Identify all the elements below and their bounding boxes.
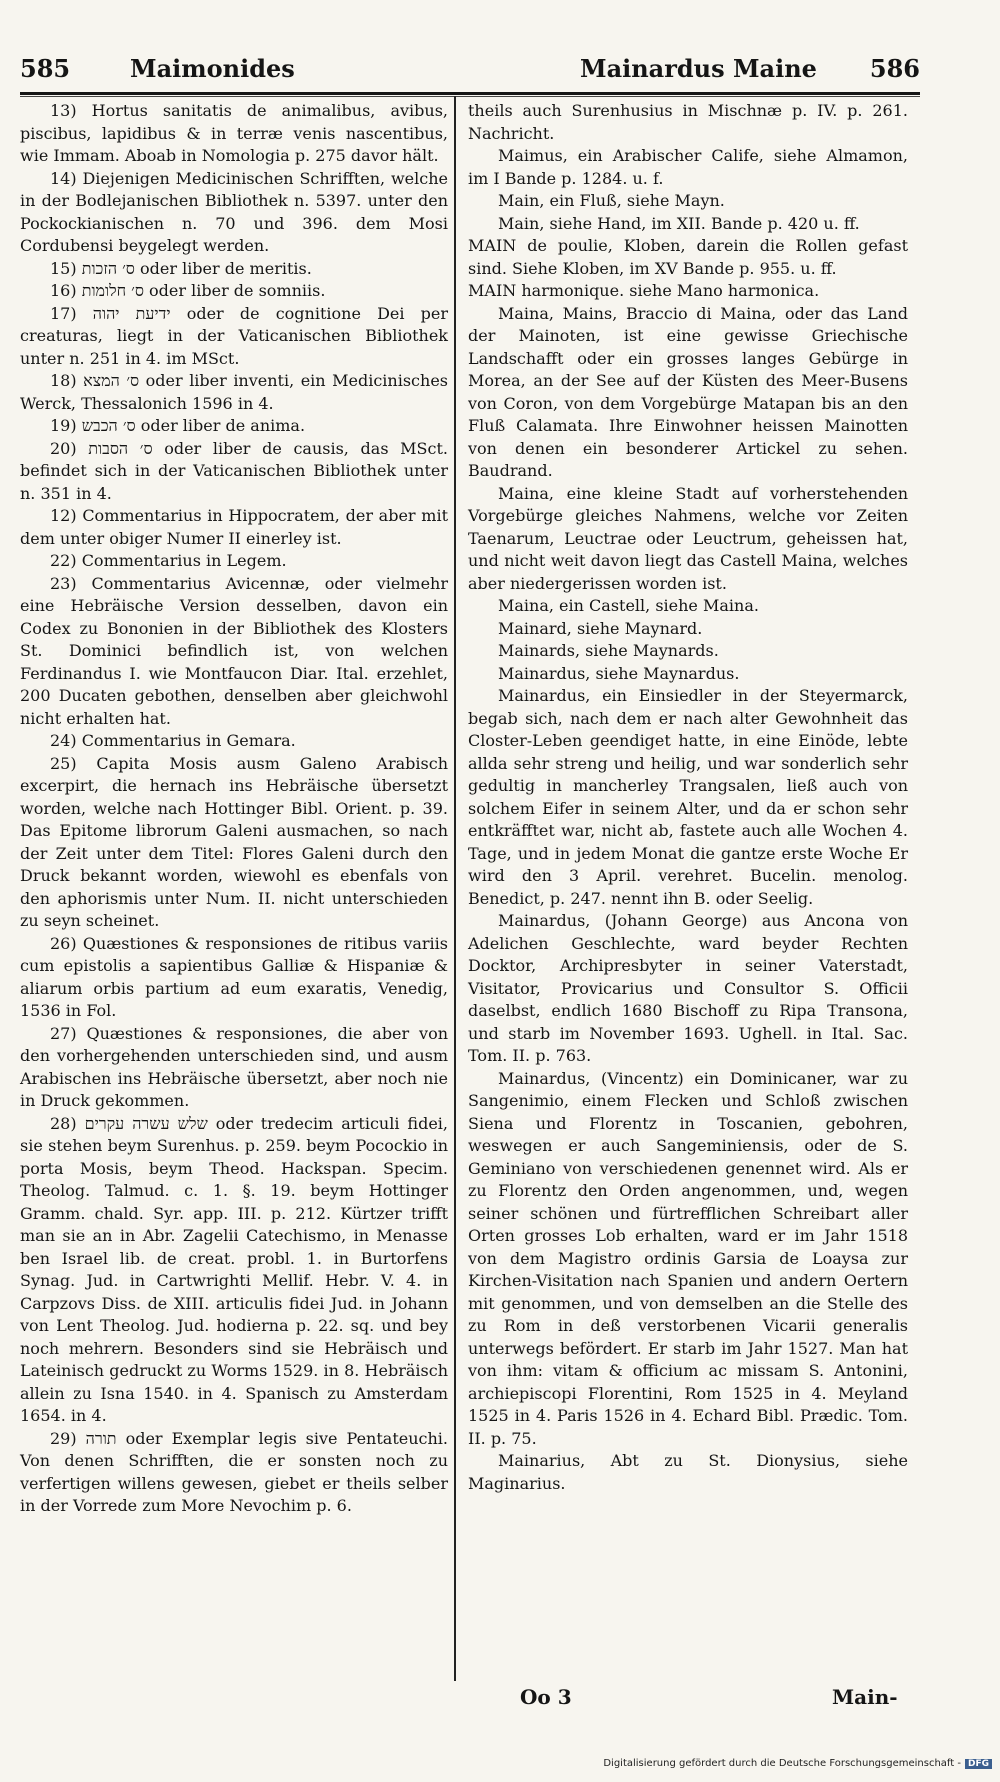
entry-paragraph: Mainarius, Abt zu St. Dionysius, siehe Maginarius. (468, 1451, 908, 1493)
page-number-left: 585 (20, 54, 71, 83)
dfg-logo: DFG (965, 1759, 992, 1769)
entry-paragraph: 12) Commentarius in Hippocratem, der aber mit dem unter obiger Numer II einerley ist. (20, 506, 448, 548)
entry-paragraph: 20) ס׳ הסבות oder liber de causis, das MSct. befindet sich in der Vaticanischen Bibliothek unter n. 351 in 4. (20, 438, 448, 503)
signature-mark: Oo 3 (520, 1685, 572, 1709)
entry-paragraph: Maina, Mains, Braccio di Maina, oder das Land der Mainoten, ist eine gewisse Griechische Landschafft oder ein grosses langes Gebürge in Morea, an der See auf der Küsten des Meer-Busens von Coron, von dem Vorgebürge Matapan bis an den Fluß Calamata. Ihre Einwohner heissen Mainotten von denen ein besonderer Artickel zu sehen. Baudrand. (468, 303, 908, 480)
entry-paragraph: 29) תורה oder Exemplar legis sive Pentateuchi. Von denen Schrifften, die er sonsten noch zu verfertigen willens gewesen, giebet er theils selber in der Vorrede zum More Nevochim p. 6. (20, 1428, 448, 1515)
entry-paragraph: MAIN de poulie, Kloben, darein die Rollen gefast sind. Siehe Kloben, im XV Bande p. 955. u. ff. (468, 236, 908, 278)
entry-paragraph: 16) ס׳ חלומות oder liber de somniis. (50, 281, 326, 300)
credit-text: Digitalisierung gefördert durch die Deutsche Forschungsgemeinschaft - (603, 1758, 961, 1769)
header-rule-thin (20, 96, 920, 97)
digitization-credit (603, 1758, 992, 1769)
running-head-right: Mainardus Maine (580, 54, 817, 83)
entry-paragraph: Mainardus, (Johann George) aus Ancona von Adelichen Geschlechte, ward beyder Rechten Docktor, Archipresbyter in seiner Vaterstadt, Visitator, Provicarius und Consultor S. Officii daselbst, endlich 1680 Bischoff zu Ripa Transona, und starb im November 1693. Ughell. in Ital. Sac. Tom. II. p. 763. (468, 911, 908, 1065)
page-number-right: 586 (869, 54, 920, 83)
entry-paragraph: 23) Commentarius Avicennæ, oder vielmehr eine Hebräische Version desselben, davon ein Codex zu Bononien in der Bibliothek des Klosters St. Dominici befindlich ist, von welchen Ferdinandus I. wie Montfaucon Diar. Ital. erzehlet, 200 Ducaten gebothen, denselben aber gleichwohl nicht erhalten hat. (20, 573, 448, 728)
entry-paragraph: Maina, ein Castell, siehe Maina. (498, 596, 759, 615)
entry-paragraph: 24) Commentarius in Gemara. (50, 731, 296, 750)
running-head-left: Maimonides (130, 54, 295, 83)
column-divider (454, 96, 456, 1681)
entry-paragraph: MAIN harmonique. siehe Mano harmonica. (468, 281, 820, 300)
entry-paragraph: Maimus, ein Arabischer Calife, siehe Almamon, im I Bande p. 1284. u. f. (468, 146, 908, 188)
entry-paragraph: theils auch Surenhusius in Mischnæ p. IV. p. 261. Nachricht. (468, 101, 908, 143)
entry-paragraph: Main, siehe Hand, im XII. Bande p. 420 u. ff. (498, 213, 860, 233)
entry-paragraph: 19) ס׳ הכבש oder liber de anima. (50, 416, 306, 435)
entry-paragraph: 26) Quæstiones & responsiones de ritibus variis cum epistolis a sapientibus Galliæ & Hispaniæ & aliarum orbis partium ad eum exaratis, Venedig, 1536 in Fol. (20, 933, 448, 1020)
entry-paragraph: 28) שלש עשרה עקרים oder tredecim articuli fidei, sie stehen beym Surenhus. p. 259. beym Pocockio in porta Mosis, beym Theod. Hackspan. Specim. Theolog. Talmud. c. 1. §. 19. beym Hottinger Gramm. chald. Syr. app. III. p. 212. Kürtzer trifft man sie an in Abr. Zagelii Catechismo, in Menasse ben Israel lib. de creat. probl. 1. in Burtorfens Synag. Jud. in Cartwrighti Mellif. Hebr. V. 4. in Carpzovs Diss. de XIII. articulis fidei Jud. in Johann von Lent Theolog. Jud. hodierna p. 22. sq. und bey noch mehrern. Besonders sind sie Hebräisch und Lateinisch gedruckt zu Worms 1529. in 8. Hebräisch allein zu Isna 1540. in 4. Spanisch zu Amsterdam 1654. in 4. (20, 1113, 448, 1425)
catchword: Main- (832, 1685, 898, 1709)
entry-paragraph: 22) Commentarius in Legem. (50, 551, 287, 570)
entry-paragraph: Mainards, siehe Maynards. (498, 641, 719, 660)
entry-paragraph: 25) Capita Mosis ausm Galeno Arabisch excerpirt, die hernach ins Hebräische übersetzt worden, welche nach Hottinger Bibl. Orient. p. 39. Das Epitome librorum Galeni ausmachen, so nach der Zeit unter dem Titel: Flores Galeni durch den Druck bekannt worden, wiewohl es ebenfals von den aphorismis unter Num. II. nicht unterschieden zu seyn scheinet. (20, 753, 448, 930)
entry-paragraph: Maina, eine kleine Stadt auf vorherstehenden Vorgebürge gleiches Nahmens, welche vor Zeiten Taenarum, Leuctrae oder Leuctrum, geheissen hat, und nicht weit davon liegt das Castell Maina, welches aber niedergerissen worden ist. (468, 483, 908, 593)
entry-paragraph: 14) Diejenigen Medicinischen Schrifften, welche in der Bodlejanischen Bibliothek n. 5397. unter den Pockockianischen n. 70 und 396. dem Mosi Cordubensi beygelegt werden. (20, 168, 448, 255)
entry-paragraph: Mainardus, ein Einsiedler in der Steyermarck, begab sich, nach dem er nach alter Gewohnheit das Closter-Leben geendiget hatte, in eine Einöde, lebte allda sehr streng und heilig, und war sonderlich sehr gedultig in mancherley Trangsalen, ließ auch von solchem Eifer in seinem Alter, und da er schon sehr entkräfftet war, nicht ab, fastete auch alle Wochen 4. Tage, und in jedem Monat die gantze erste Woche Er wird den 3 April. verehret. Bucelin. menolog. Benedict, p. 247. nennt ihn B. oder Seelig. (468, 686, 908, 908)
entry-paragraph: 18) ס׳ המצא oder liber inventi, ein Medicinisches Werck, Thessalonich 1596 in 4. (20, 371, 449, 413)
entry-paragraph: Mainardus, (Vincentz) ein Dominicaner, war zu Sangenimio, einem Flecken und Schloß zwischen Siena und Florentz in Toscanien, gebohren, weswegen er auch Sangeminiensis, oder de S. Geminiano von verschiedenen genennet wird. Als er zu Florentz den Orden angenommen, und, wegen seiner schönen und fürtrefflichen Schreibart aller Orten grosses Lob erhalten, ward er im Jahr 1518 von dem Magistro ordinis Garsia de Loaysa zur Kirchen-Visitation nach Spanien und andern Oertern mit genommen, und von demselben an die Stelle des zu Rom in deß verstorbenen Vicarii generalis unterwegs befördert. Er starb im Jahr 1527. Man hat von ihm: vitam & officium ac missam S. Antonini, archiepiscopi Florentini, Rom 1525 in 4. Meyland 1525 in 4. Paris 1526 in 4. Echard Bibl. Prædic. Tom. II. p. 75. (468, 1068, 908, 1448)
entry-paragraph: 27) Quæstiones & responsiones, die aber von den vorhergehenden unterschieden sind, und ausm Arabischen ins Hebräische übersetzt, aber noch nie in Druck gekommen. (20, 1023, 448, 1110)
entry-paragraph: 15) ס׳ הזכות oder liber de meritis. (50, 258, 312, 278)
left-column (20, 100, 448, 1518)
entry-paragraph: 17) ידיעת יהוה oder de cognitione Dei per creaturas, liegt in der Vaticanischen Bibliothek unter n. 251 in 4. im MSct. (20, 303, 449, 368)
entry-paragraph: Mainardus, siehe Maynardus. (498, 663, 740, 683)
page-header (20, 52, 920, 92)
entry-paragraph: 13) Hortus sanitatis de animalibus, avibus, piscibus, lapidibus & in terræ venis nascentibus, wie Immam. Aboab in Nomologia p. 275 davor hält. (20, 101, 448, 165)
entry-paragraph: Main, ein Fluß, siehe Mayn. (498, 191, 725, 210)
header-rule (20, 92, 920, 95)
entry-paragraph: Mainard, siehe Maynard. (498, 618, 703, 638)
right-column (468, 100, 908, 1495)
